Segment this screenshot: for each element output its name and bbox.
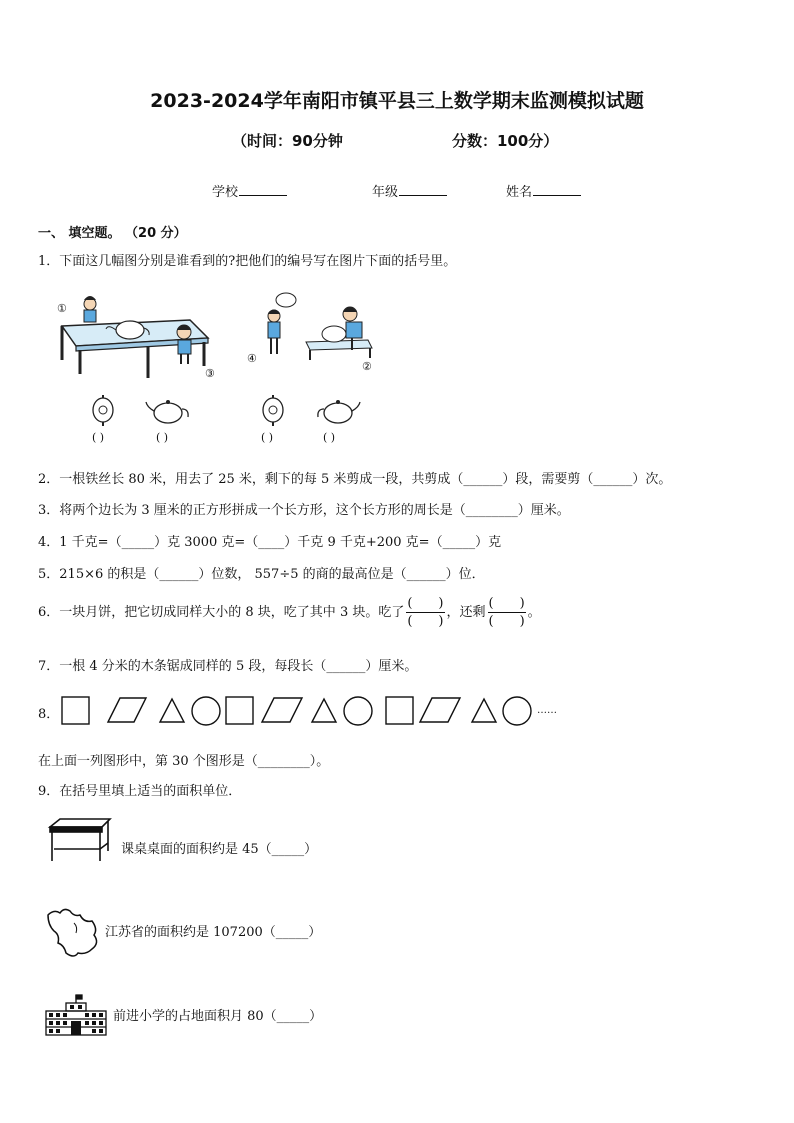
grade-blank[interactable]	[399, 183, 447, 196]
question-5: 5．215×6 的积是（______）位数， 557÷5 的商的最高位是（______）位．	[38, 567, 485, 582]
grade-field	[372, 181, 447, 200]
circle-shape	[344, 697, 372, 725]
school-field	[212, 181, 287, 200]
question-6-text: 6．一块月饼，把它切成同样大小的 8 块，吃了其中 3 块。吃了	[38, 605, 405, 620]
triangle-shape	[160, 699, 184, 722]
question-9: 9．在括号里填上适当的面积单位．	[38, 784, 242, 799]
question-4: 4．1 千克=（_____）克 3000 克=（____）千克 9 千克+200 克=（_____）克	[38, 535, 502, 550]
question-9-desk: 课桌桌面的面积约是 45（_____）	[121, 842, 318, 857]
section-heading: 一、 填空题。 （20 分）	[38, 226, 187, 241]
teapot-side-view-2	[315, 395, 361, 425]
square-shape	[226, 697, 253, 724]
circle-shape	[503, 697, 531, 725]
exam-time: （时间：90分钟	[232, 132, 343, 150]
name-label: 姓名	[506, 185, 533, 200]
name-field	[506, 181, 581, 200]
question-7: 7．一根 4 分米的木条锯成同样的 5 段，每段长（______）厘米。	[38, 659, 418, 674]
question-6-end: 。	[527, 605, 541, 620]
teapot-top-view-2	[258, 393, 288, 427]
jiangsu-map-icon	[44, 905, 102, 957]
shape-sequence-ellipsis: ……	[537, 705, 557, 716]
mark-1: ①	[57, 302, 67, 315]
school-label: 学校	[212, 185, 239, 200]
triangle-shape	[312, 699, 336, 722]
square-shape	[386, 697, 413, 724]
question-8-label: 8．	[38, 707, 60, 722]
circle-shape	[192, 697, 220, 725]
school-blank[interactable]	[239, 183, 287, 196]
name-blank[interactable]	[533, 183, 581, 196]
question-3: 3．将两个边长为 3 厘米的正方形拼成一个长方形，这个长方形的周长是（________）厘米。	[38, 503, 570, 518]
question-9-school: 前进小学的占地面积月 80（_____）	[113, 1009, 323, 1024]
parallelogram-shape	[420, 698, 460, 722]
fraction-remaining-denominator: ( )	[488, 614, 525, 629]
school-building-icon	[44, 993, 108, 1037]
answer-paren-4[interactable]: ( )	[323, 431, 336, 444]
page-title: 2023-2024学年南阳市镇平县三上数学期末监测模拟试题	[150, 90, 644, 112]
answer-paren-1[interactable]: ( )	[92, 431, 105, 444]
shape-sequence	[58, 693, 578, 729]
answer-paren-3[interactable]: ( )	[261, 431, 274, 444]
grade-label: 年级	[372, 185, 399, 200]
square-shape	[62, 697, 89, 724]
question-6-mid: ，还剩	[446, 605, 486, 620]
fraction-eaten-denominator: ( )	[407, 614, 444, 629]
teapot-top-view-1	[88, 393, 118, 427]
answer-paren-2[interactable]: ( )	[156, 431, 169, 444]
exam-score: 分数：100分）	[452, 132, 559, 150]
fraction-eaten-numerator: ( )	[407, 596, 444, 611]
fraction-remaining[interactable]	[488, 595, 526, 630]
desk-icon	[46, 817, 112, 863]
fraction-eaten[interactable]	[406, 595, 444, 630]
parallelogram-shape	[108, 698, 146, 722]
teapot-side-view-1	[145, 395, 191, 425]
parallelogram-shape	[262, 698, 302, 722]
mark-4: ④	[247, 352, 257, 365]
teapot-kids-illustration	[258, 290, 388, 362]
mark-2: ②	[362, 360, 372, 373]
table-scene-illustration	[50, 290, 220, 382]
mark-3: ③	[205, 367, 215, 380]
question-2: 2．一根铁丝长 80 米，用去了 25 米，剩下的每 5 米剪成一段，共剪成（______）段，需要剪（______）次。	[38, 472, 672, 487]
triangle-shape	[472, 699, 496, 722]
question-6	[38, 595, 541, 630]
question-9-jiangsu: 江苏省的面积约是 107200（_____）	[105, 925, 322, 940]
question-1: 1．下面这几幅图分别是谁看到的?把他们的编号写在图片下面的括号里。	[38, 254, 457, 269]
question-8: 在上面一列图形中，第 30 个图形是（________）。	[38, 754, 330, 769]
fraction-remaining-numerator: ( )	[488, 596, 525, 611]
